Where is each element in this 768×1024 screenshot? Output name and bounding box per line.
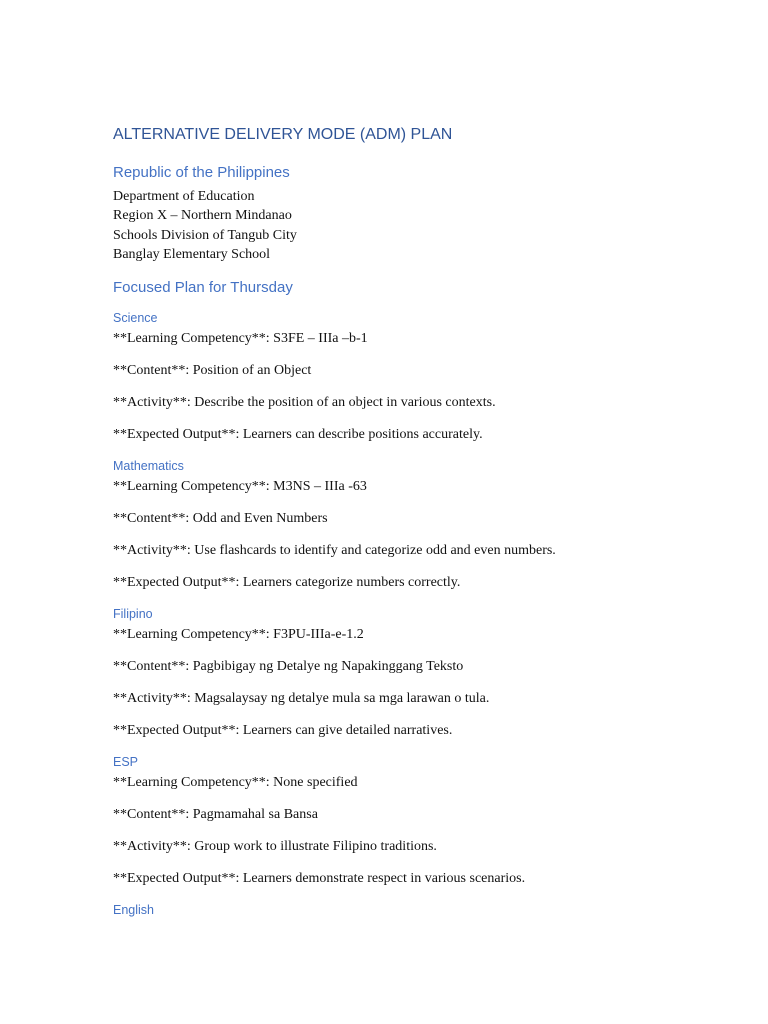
header-line-department: Department of Education	[113, 189, 255, 204]
section-filipino	[113, 606, 768, 740]
section-science	[113, 310, 768, 444]
section-heading: English	[113, 903, 154, 918]
learning-competency: **Learning Competency**: S3FE – IIIa –b-1	[113, 331, 368, 347]
header-line-division: Schools Division of Tangub City	[113, 227, 297, 243]
section-heading: Filipino	[113, 607, 153, 622]
section-heading: Mathematics	[113, 459, 184, 474]
section-mathematics	[113, 458, 768, 592]
document-title: ALTERNATIVE DELIVERY MODE (ADM) PLAN	[113, 126, 453, 143]
content: **Content**: Position of an Object	[113, 363, 312, 379]
learning-competency: **Learning Competency**: F3PU-IIIa-e-1.2	[113, 627, 364, 643]
republic-heading: Republic of the Philippines	[113, 164, 290, 181]
section-heading: ESP	[113, 755, 139, 770]
expected-output: **Expected Output**: Learners can give detailed narratives.	[113, 723, 453, 739]
content: **Content**: Odd and Even Numbers	[113, 511, 328, 527]
content: **Content**: Pagbibigay ng Detalye ng Napakinggang Teksto	[113, 659, 464, 675]
expected-output: **Expected Output**: Learners demonstrate respect in various scenarios.	[113, 871, 526, 887]
content: **Content**: Pagmamahal sa Bansa	[113, 807, 318, 823]
activity: **Activity**: Group work to illustrate Filipino traditions.	[113, 839, 437, 855]
activity: **Activity**: Use flashcards to identify and categorize odd and even numbers.	[113, 543, 556, 559]
section-english	[113, 902, 768, 918]
header-line-school: Banglay Elementary School	[113, 246, 271, 262]
section-esp	[113, 754, 768, 888]
section-heading: Science	[113, 311, 158, 326]
learning-competency: **Learning Competency**: None specified	[113, 775, 358, 791]
header-line-region: Region X – Northern Mindanao	[113, 208, 292, 224]
learning-competency: **Learning Competency**: M3NS – IIIa -63	[113, 479, 367, 495]
activity: **Activity**: Magsalaysay ng detalye mula sa mga larawan o tula.	[113, 691, 490, 707]
activity: **Activity**: Describe the position of an object in various contexts.	[113, 395, 496, 411]
expected-output: **Expected Output**: Learners categorize numbers correctly.	[113, 575, 461, 591]
expected-output: **Expected Output**: Learners can describe positions accurately.	[113, 427, 483, 443]
plan-heading: Focused Plan for Thursday	[113, 279, 293, 297]
